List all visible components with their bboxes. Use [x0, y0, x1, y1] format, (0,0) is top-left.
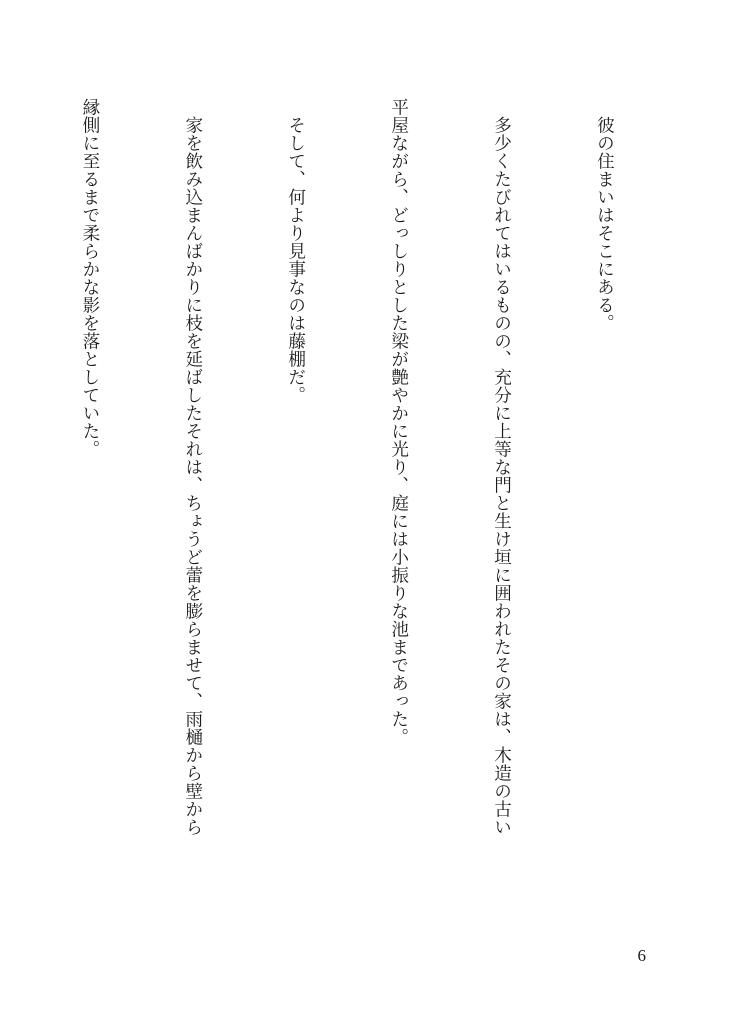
text-line: 縁側に至るまで柔らかな影を落としていた。	[79, 98, 100, 458]
page-number: 6	[637, 946, 646, 965]
text-line: 多少くたびれてはいるものの、充分に上等な門と生け垣に囲われたその家は、木造の古い	[491, 98, 512, 836]
text-line: 平屋ながら、どっしりとした梁が艶やかに光り、庭には小振りな池まであった。	[388, 98, 409, 746]
vertical-text-body	[0, 98, 690, 958]
text-line: 彼の住まいはそこにある。	[594, 98, 615, 332]
text-line: そして、何より見事なのは藤棚だ。	[285, 98, 306, 404]
text-line: 家を飲み込まんばかりに枝を延ばしたそれは、ちょうど蕾を膨らませて、雨樋から壁から	[182, 98, 203, 836]
blank-line	[0, 98, 4, 958]
